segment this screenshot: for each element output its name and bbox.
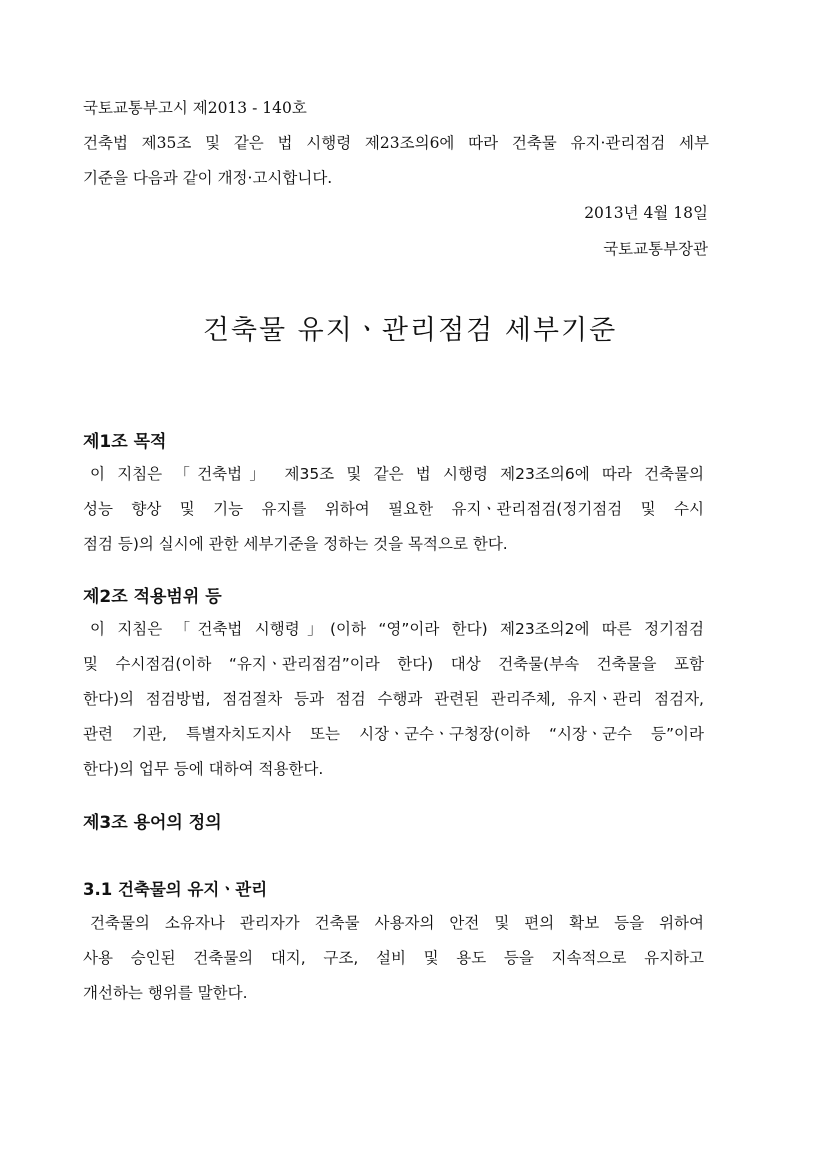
section-3-1-line-3: 개선하는 행위를 말한다. bbox=[83, 984, 248, 1002]
article-1-heading: 제1조 목적 bbox=[83, 432, 167, 452]
article-3-heading: 제3조 용어의 정의 bbox=[83, 813, 222, 833]
article-2-line-1: 이 지침은 「건축법 시행령」(이하 “영”이라 한다) 제23조의2에 따른 정기점검 bbox=[90, 620, 704, 638]
article-2-line-3: 한다)의 점검방법, 점검절차 등과 점검 수행과 관련된 관리주체, 유지ㆍ관리 점검자, bbox=[83, 690, 704, 708]
article-1-line-2: 성능 향상 및 기능 유지를 위하여 필요한 유지ㆍ관리점검(정기점검 및 수시 bbox=[83, 500, 704, 518]
article-1-line-1: 이 지침은 「건축법」 제35조 및 같은 법 시행령 제23조의6에 따라 건축물의 bbox=[90, 465, 704, 483]
notice-number: 국토교통부고시 제2013 - 140호 bbox=[83, 99, 307, 117]
notice-issuer: 국토교통부장관 bbox=[603, 240, 708, 258]
section-3-1-heading: 3.1 건축물의 유지ㆍ관리 bbox=[83, 880, 268, 899]
article-1-line-3: 점검 등)의 실시에 관한 세부기준을 정하는 것을 목적으로 한다. bbox=[83, 535, 508, 553]
notice-date: 2013년 4월 18일 bbox=[584, 204, 708, 222]
section-3-1-line-1: 건축물의 소유자나 관리자가 건축물 사용자의 안전 및 편의 확보 등을 위하여 bbox=[90, 914, 704, 932]
section-3-1-line-2: 사용 승인된 건축물의 대지, 구조, 설비 및 용도 등을 지속적으로 유지하고 bbox=[83, 949, 704, 967]
article-2-line-5: 한다)의 업무 등에 대하여 적용한다. bbox=[83, 760, 324, 778]
article-2-line-4: 관련 기관, 특별자치도지사 또는 시장ㆍ군수ㆍ구청장(이하 “시장ㆍ군수 등”이라 bbox=[83, 725, 704, 743]
notice-intro-line-2: 기준을 다음과 같이 개정·고시합니다. bbox=[83, 169, 333, 187]
notice-intro-line-1: 건축법 제35조 및 같은 법 시행령 제23조의6에 따라 건축물 유지·관리점검 세부 bbox=[83, 134, 709, 152]
article-2-line-2: 및 수시점검(이하 “유지ㆍ관리점검”이라 한다) 대상 건축물(부속 건축물을 포함 bbox=[83, 655, 704, 673]
document-title: 건축물 유지ㆍ관리점검 세부기준 bbox=[202, 315, 618, 346]
article-2-heading: 제2조 적용범위 등 bbox=[83, 587, 222, 607]
